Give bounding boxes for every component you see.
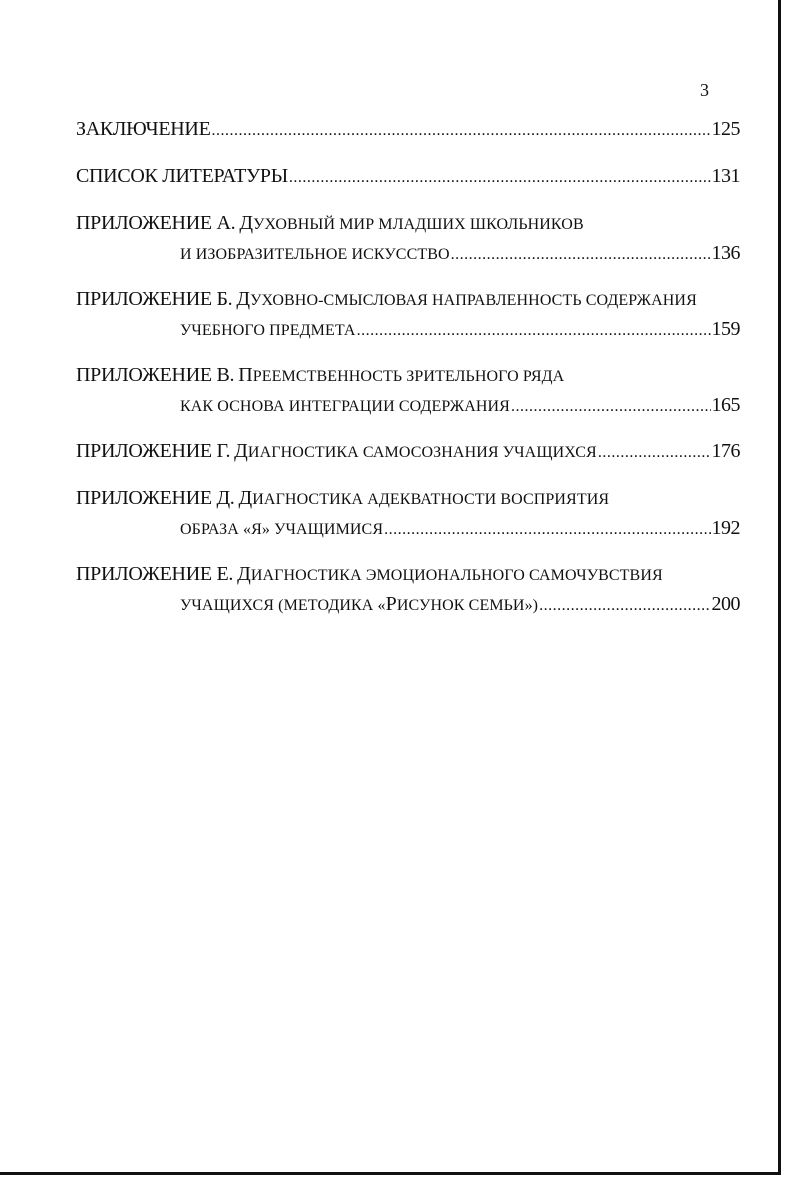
dot-leader [289, 163, 711, 193]
toc-entry-appendix-e[interactable] [76, 559, 740, 619]
toc-entry-appendix-b[interactable] [76, 284, 740, 344]
toc-entry-initial: Р [385, 593, 397, 615]
toc-entry-title: СПИСОК ЛИТЕРАТУРЫ [76, 165, 288, 187]
toc-entry-title: ИАГНОСТИКА ЭМОЦИОНАЛЬНОГО САМОЧУВСТВИЯ [250, 567, 663, 584]
toc-entry-title-cont: ИСУНОК СЕМЬИ») [396, 597, 539, 614]
toc-entry-initial: Д [238, 487, 253, 509]
toc-entry-appendix-g[interactable] [76, 436, 740, 466]
dot-leader [451, 240, 711, 270]
toc-entry-appendix-d[interactable] [76, 483, 740, 543]
page-number: 3 [700, 80, 709, 100]
dot-leader [511, 392, 711, 422]
toc-entry-bibliography[interactable] [76, 161, 740, 191]
toc-entry-label: ПРИЛОЖЕНИЕ В. [76, 364, 235, 386]
toc-entry-title: ИАГНОСТИКА САМОСОЗНАНИЯ УЧАЩИХСЯ [247, 444, 597, 461]
toc-entry-appendix-a[interactable] [76, 208, 740, 268]
toc-entry-label: ПРИЛОЖЕНИЕ Б. [76, 288, 233, 310]
dot-leader [357, 316, 711, 346]
toc-entry-initial: П [238, 364, 253, 386]
toc-page-number: 192 [711, 517, 740, 539]
toc-page-number: 165 [711, 394, 740, 416]
toc-page-number: 200 [711, 593, 740, 615]
toc-entry-title: ЗАКЛЮЧЕНИЕ [76, 118, 211, 140]
toc-entry-conclusion[interactable] [76, 114, 740, 144]
toc-entry-title-cont: УЧАЩИХСЯ (МЕТОДИКА « [180, 597, 386, 614]
dot-leader [211, 116, 710, 146]
dot-leader [384, 515, 710, 545]
toc-entry-initial: Д [237, 563, 251, 585]
toc-entry-title: УХОВНО-СМЫСЛОВАЯ НАПРАВЛЕННОСТЬ СОДЕРЖАНИЯ [250, 292, 697, 309]
toc-page-number: 125 [711, 118, 740, 140]
toc-entry-title-cont: ОБРАЗА «Я» УЧАЩИМИСЯ [180, 521, 384, 538]
dot-leader [539, 591, 710, 621]
toc-entry-initial: Д [236, 288, 251, 310]
toc-entry-initial: Д [239, 212, 254, 234]
toc-entry-label: ПРИЛОЖЕНИЕ А. [76, 212, 236, 234]
toc-entry-title: ИАГНОСТИКА АДЕКВАТНОСТИ ВОСПРИЯТИЯ [252, 491, 610, 508]
toc-page-number: 159 [711, 318, 740, 340]
toc-entry-title-cont: УЧЕБНОГО ПРЕДМЕТА [180, 322, 356, 339]
toc-entry-label: ПРИЛОЖЕНИЕ Г. [76, 440, 231, 462]
toc-entry-title-cont: И ИЗОБРАЗИТЕЛЬНОЕ ИСКУССТВО [180, 246, 450, 263]
toc-entry-label: ПРИЛОЖЕНИЕ Д. [76, 487, 235, 509]
toc-entry-label: ПРИЛОЖЕНИЕ Е. [76, 563, 234, 585]
toc-entry-title: РЕЕМСТВЕННОСТЬ ЗРИТЕЛЬНОГО РЯДА [252, 368, 565, 385]
toc-page-number: 136 [711, 242, 740, 264]
toc-page-number: 176 [711, 440, 740, 462]
toc-entry-title-cont: КАК ОСНОВА ИНТЕГРАЦИИ СОДЕРЖАНИЯ [180, 398, 510, 415]
toc-entry-initial: Д [234, 440, 248, 462]
toc-page-number: 131 [711, 165, 740, 187]
dot-leader [598, 438, 711, 468]
toc-entry-title: УХОВНЫЙ МИР МЛАДШИХ ШКОЛЬНИКОВ [253, 216, 584, 233]
toc-entry-appendix-v[interactable] [76, 360, 740, 420]
